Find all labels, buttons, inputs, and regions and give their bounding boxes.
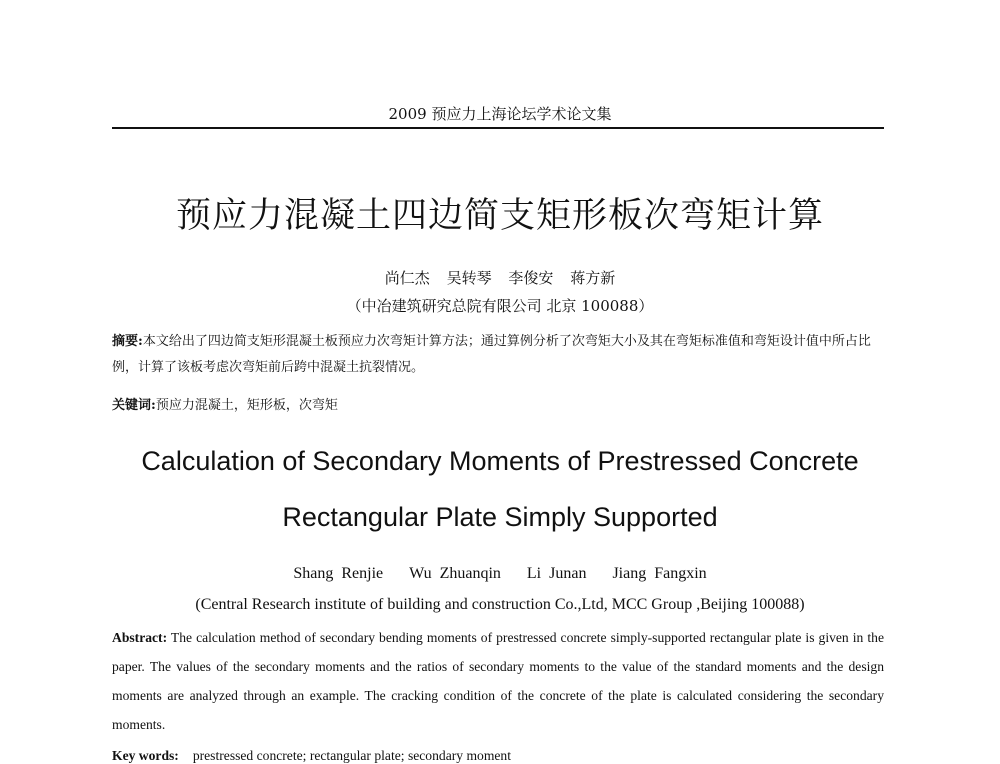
cn-author: 吴转琴 (446, 269, 492, 287)
cn-abstract-text: 本文给出了四边简支矩形混凝土板预应力次弯矩计算方法；通过算例分析了次弯矩大小及其在弯矩标准值和弯矩设计值中所占比例，计算了该板考虑次弯矩前后跨中混凝土抗裂情况。 (112, 334, 871, 375)
cn-keywords-text: 预应力混凝土，矩形板，次弯矩 (155, 398, 338, 413)
en-keywords-label: Key words: (112, 748, 179, 763)
cn-author: 尚仁杰 (384, 269, 430, 287)
cn-title: 预应力混凝土四边简支矩形板次弯矩计算 (175, 196, 824, 236)
en-title-line1: Calculation of Secondary Moments of Prestressed Concrete (141, 446, 859, 476)
cn-authors (0, 267, 1000, 288)
header-rule (112, 127, 884, 129)
running-header: 2009 预应力上海论坛学术论文集 (388, 105, 612, 123)
en-abstract (112, 623, 884, 739)
en-keywords (112, 748, 884, 764)
en-affiliation: (Central Research institute of building and construction Co.,Ltd, MCC Group ,Beijing 100088) (195, 596, 805, 613)
en-authors (0, 565, 1000, 583)
en-author: Jiang Fangxin (612, 565, 707, 582)
cn-keywords (112, 394, 884, 413)
en-author: Shang Renjie (293, 565, 384, 582)
en-title-line2: Rectangular Plate Simply Supported (282, 502, 718, 532)
cn-author: 蒋方新 (570, 269, 616, 287)
cn-abstract (112, 329, 884, 381)
en-keywords-text: prestressed concrete; rectangular plate; secondary moment (192, 748, 512, 763)
cn-abstract-label: 摘要: (112, 334, 143, 349)
cn-affiliation: （中冶建筑研究总院有限公司 北京 100088） (346, 297, 654, 315)
cn-author: 李俊安 (508, 269, 554, 287)
en-abstract-text: The calculation method of secondary bending moments of prestressed concrete simply-supported rectangular plate is given in the paper. The values of the secondary moments and the ratios of secondary moments to the value of the standard moments and the design moments are analyzed through an example. The cracking condition of the concrete of the plate is calculated considering the secondary moments. (112, 630, 884, 732)
en-abstract-label: Abstract: (112, 630, 168, 645)
cn-keywords-label: 关键词: (112, 398, 156, 413)
en-author: Wu Zhuanqin (409, 565, 501, 582)
en-author: Li Junan (526, 565, 587, 582)
